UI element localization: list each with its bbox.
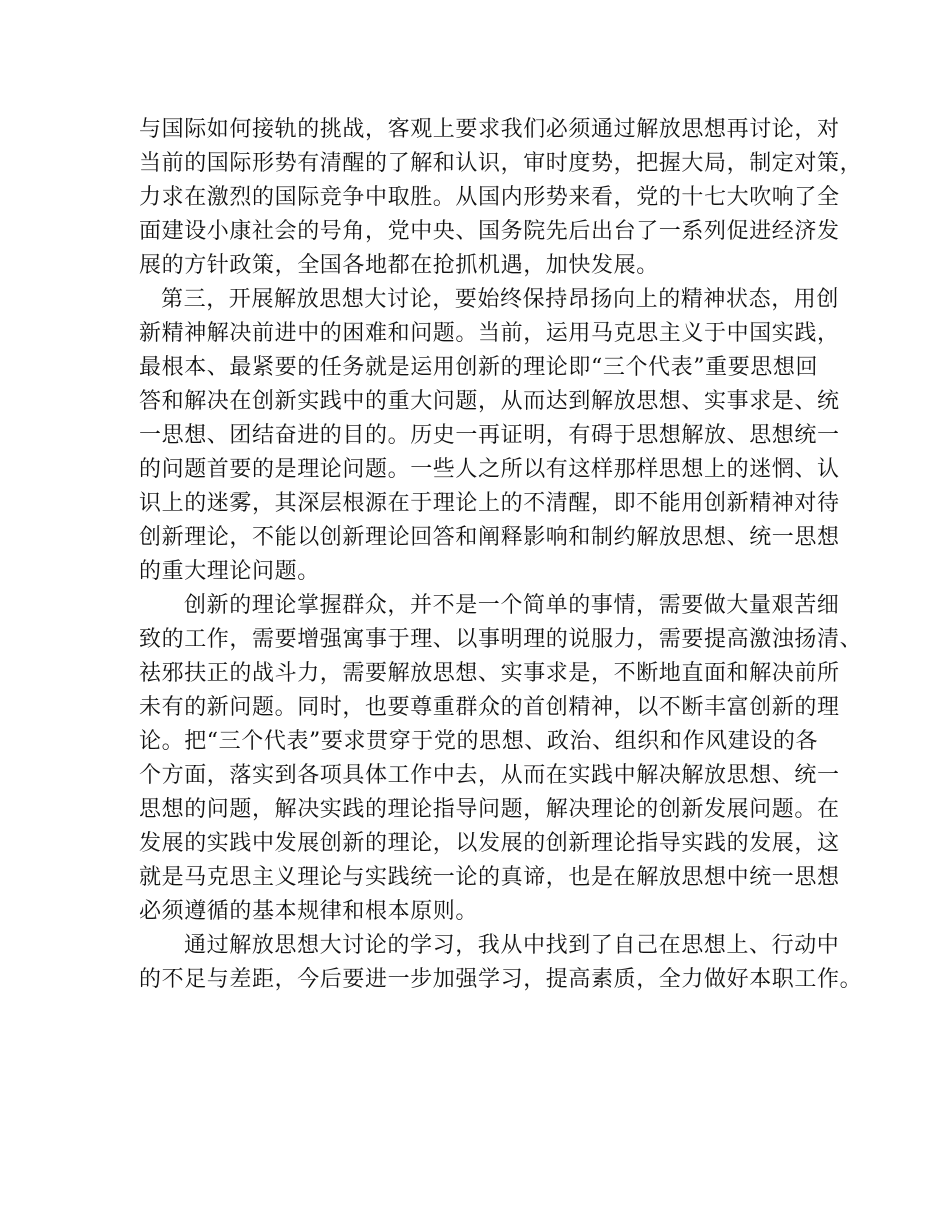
text-line: 的不足与差距，今后要进一步加强学习，提高素质，全力做好本职工作。: [139, 967, 863, 992]
text-line: 力求在激烈的国际竞争中取胜。从国内形势来看，党的十七大吹响了全: [139, 185, 840, 210]
text-line: 答和解决在创新实践中的重大问题，从而达到解放思想、实事求是、统: [139, 389, 840, 414]
paragraph-1: [139, 113, 863, 283]
text-line: 个方面，落实到各项具体工作中去，从而在实践中解决解放思想、统一: [139, 763, 840, 788]
text-line: 一思想、团结奋进的目的。历史一再证明，有碍于思想解放、思想统一: [139, 423, 840, 448]
text-line: 的重大理论问题。: [139, 559, 320, 584]
paragraph-4: [139, 929, 863, 997]
text-line: 最根本、最紧要的任务就是运用创新的理论即“三个代表”重要思想回: [139, 355, 819, 380]
text-line: 未有的新问题。同时，也要尊重群众的首创精神，以不断丰富创新的理: [139, 695, 840, 720]
text-line: 祛邪扶正的战斗力，需要解放思想、实事求是，不断地直面和解决前所: [139, 661, 840, 686]
text-line: 思想的问题，解决实践的理论指导问题，解决理论的创新发展问题。在: [139, 797, 840, 822]
text-line: 面建设小康社会的号角，党中央、国务院先后出台了一系列促进经济发: [139, 219, 840, 244]
text-line: 必须遵循的基本规律和根本原则。: [139, 899, 479, 924]
text-line: 第三，开展解放思想大讨论，要始终保持昂扬向上的精神状态，用创: [161, 287, 840, 312]
document-body: [139, 113, 863, 997]
text-line: 识上的迷雾，其深层根源在于理论上的不清醒，即不能用创新精神对待: [139, 491, 840, 516]
text-line: 创新的理论掌握群众，并不是一个简单的事情，需要做大量艰苦细: [184, 593, 840, 618]
text-line: 新精神解决前进中的困难和问题。当前，运用马克思主义于中国实践，: [139, 321, 840, 346]
text-line: 展的方针政策，全国各地都在抢抓机遇，加快发展。: [139, 253, 659, 278]
paragraph-2: [139, 283, 840, 589]
text-line: 论。把“三个代表”要求贯穿于党的思想、政治、组织和作风建设的各: [139, 729, 819, 754]
text-line: 就是马克思主义理论与实践统一论的真谛，也是在解放思想中统一思想: [139, 865, 840, 890]
text-line: 当前的国际形势有清醒的了解和认识，审时度势，把握大局，制定对策，: [139, 151, 863, 176]
text-line: 创新理论，不能以创新理论回答和阐释影响和制约解放思想、统一思想: [139, 525, 840, 550]
text-line: 的问题首要的是理论问题。一些人之所以有这样那样思想上的迷惘、认: [139, 457, 840, 482]
paragraph-3: [139, 589, 863, 929]
text-line: 致的工作，需要增强寓事于理、以事明理的说服力，需要提高激浊扬清、: [139, 627, 863, 652]
text-line: 与国际如何接轨的挑战，客观上要求我们必须通过解放思想再讨论，对: [139, 117, 840, 142]
text-line: 发展的实践中发展创新的理论，以发展的创新理论指导实践的发展，这: [139, 831, 840, 856]
text-line: 通过解放思想大讨论的学习，我从中找到了自己在思想上、行动中: [184, 933, 840, 958]
